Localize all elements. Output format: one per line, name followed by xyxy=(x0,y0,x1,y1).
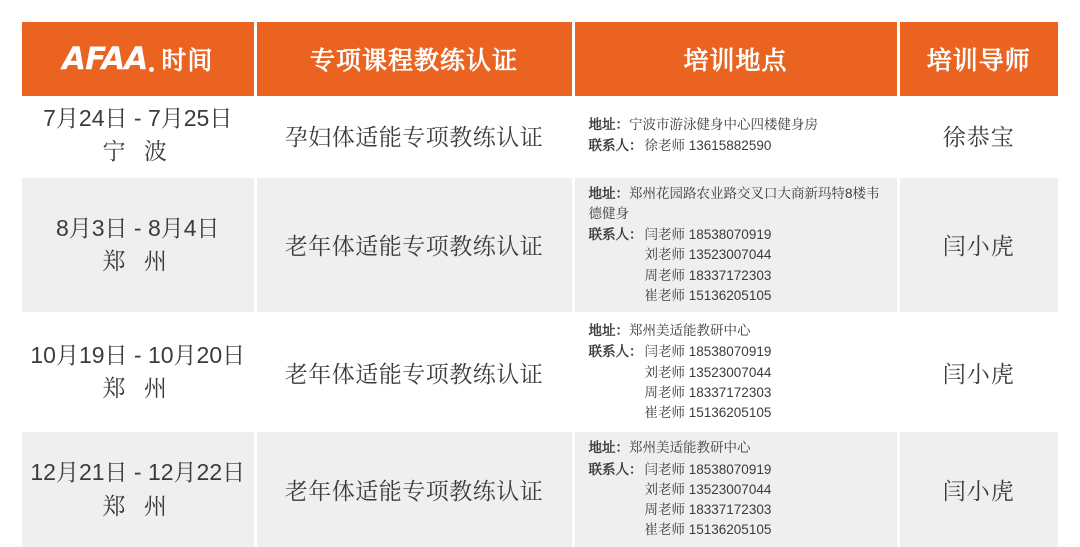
cell-course: 老年体适能专项教练认证 xyxy=(255,176,573,314)
row-city: 宁 波 xyxy=(102,138,173,165)
address-label: 地址： xyxy=(588,185,629,201)
cell-place xyxy=(573,314,898,431)
contact-block xyxy=(589,342,887,423)
header-time-label: 时间 xyxy=(161,47,214,75)
address-value: 宁波市游泳健身中心四楼健身房 xyxy=(629,116,818,132)
row-city: 郑 州 xyxy=(102,247,173,274)
contact-item: 崔老师 15136205105 xyxy=(644,287,772,303)
header-place-cell: 培训地点 xyxy=(573,22,898,96)
contact-label: 联系人： xyxy=(588,344,643,360)
contact-item: 闫老师 18538070919 xyxy=(644,461,772,477)
afaa-logo-icon xyxy=(62,40,148,77)
contact-list xyxy=(645,460,772,541)
address-value: 郑州美适能教研中心 xyxy=(629,440,751,456)
contact-item: 徐老师 13615882590 xyxy=(644,137,772,153)
address-line xyxy=(589,184,887,225)
address-label: 地址： xyxy=(588,440,629,456)
table-row xyxy=(22,314,1058,431)
address-value: 郑州美适能教研中心 xyxy=(629,323,751,339)
row-date: 7月24日 - 7月25日 xyxy=(43,105,233,131)
brand-block xyxy=(22,22,254,96)
contact-item: 刘老师 13523007044 xyxy=(644,247,772,263)
contact-item: 周老师 18337172303 xyxy=(644,384,772,400)
afaa-logo-dot-icon xyxy=(149,67,154,72)
contact-item: 闫老师 18538070919 xyxy=(644,227,772,243)
address-value: 郑州花园路农业路交叉口大商新玛特8楼韦德健身 xyxy=(588,185,880,221)
table-body xyxy=(22,96,1058,547)
training-schedule-table xyxy=(22,22,1058,547)
cell-time xyxy=(22,431,255,547)
contact-list xyxy=(645,342,772,423)
table-header-row xyxy=(22,22,1058,96)
address-line xyxy=(589,115,887,135)
cell-coach: 徐恭宝 xyxy=(898,96,1058,176)
address-label: 地址： xyxy=(588,323,629,339)
cell-place xyxy=(573,176,898,314)
cell-coach: 闫小虎 xyxy=(898,431,1058,547)
contact-item: 周老师 18337172303 xyxy=(644,502,772,518)
row-date: 8月3日 - 8月4日 xyxy=(55,214,220,241)
table-row xyxy=(22,176,1058,314)
cell-place xyxy=(573,96,898,176)
address-line xyxy=(589,321,887,341)
row-city: 郑 州 xyxy=(102,375,173,402)
contact-block xyxy=(589,460,887,541)
row-city: 郑 州 xyxy=(102,492,173,519)
address-line xyxy=(589,438,887,458)
contact-list xyxy=(645,136,772,156)
contact-label: 联系人： xyxy=(588,227,643,243)
contact-block xyxy=(589,136,887,156)
header-coach-cell: 培训导师 xyxy=(898,22,1058,96)
cell-time xyxy=(22,314,255,431)
address-label: 地址： xyxy=(588,116,629,132)
afaa-logo-text: AFAA xyxy=(62,40,148,77)
cell-course: 老年体适能专项教练认证 xyxy=(255,314,573,431)
contact-item: 闫老师 18538070919 xyxy=(644,344,772,360)
header-time-cell xyxy=(22,22,255,96)
contact-item: 刘老师 13523007044 xyxy=(644,364,772,380)
contact-list xyxy=(645,225,772,306)
contact-block xyxy=(589,225,887,306)
row-date: 10月19日 - 10月20日 xyxy=(30,341,246,368)
contact-item: 刘老师 13523007044 xyxy=(644,481,772,497)
table-header xyxy=(22,22,1058,96)
cell-coach: 闫小虎 xyxy=(898,176,1058,314)
contact-item: 崔老师 15136205105 xyxy=(644,522,772,538)
contact-label: 联系人： xyxy=(588,137,643,153)
cell-place xyxy=(573,431,898,547)
cell-time xyxy=(22,96,255,176)
contact-label: 联系人： xyxy=(588,461,643,477)
cell-time xyxy=(22,176,255,314)
cell-course: 老年体适能专项教练认证 xyxy=(255,431,573,547)
contact-item: 崔老师 15136205105 xyxy=(644,405,772,421)
contact-item: 周老师 18337172303 xyxy=(644,267,772,283)
header-course-cell: 专项课程教练认证 xyxy=(255,22,573,96)
table-row xyxy=(22,96,1058,176)
table-row xyxy=(22,431,1058,547)
cell-course: 孕妇体适能专项教练认证 xyxy=(255,96,573,176)
cell-coach: 闫小虎 xyxy=(898,314,1058,431)
row-date: 12月21日 - 12月22日 xyxy=(30,459,246,486)
